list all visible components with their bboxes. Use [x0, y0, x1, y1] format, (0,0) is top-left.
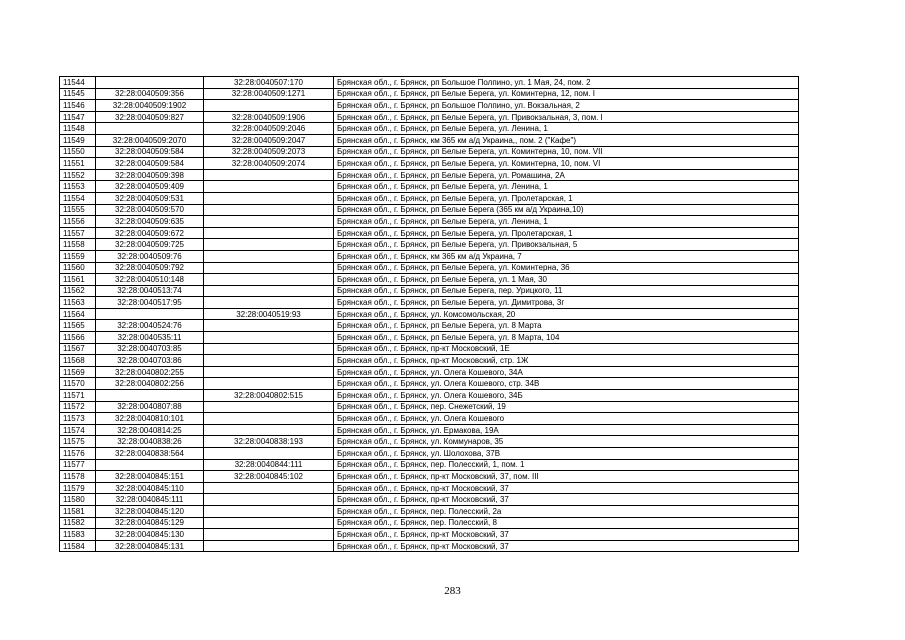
address-cell: Брянская обл., г. Брянск, рп Белые Берега, ул. Ленина, 1 — [334, 216, 799, 228]
address-cell: Брянская обл., г. Брянск, км 365 км а/д Украина, 7 — [334, 250, 799, 262]
address-cell: Брянская обл., г. Брянск, пер. Полесский, 8 — [334, 517, 799, 529]
object-cadastral-number-cell — [204, 285, 334, 297]
row-number-cell: 11552 — [60, 169, 96, 181]
cadastral-number-cell: 32:28:0040509:672 — [96, 227, 204, 239]
object-cadastral-number-cell — [204, 529, 334, 541]
address-cell: Брянская обл., г. Брянск, ул. Олега Кошевого, стр. 34В — [334, 378, 799, 390]
object-cadastral-number-cell: 32:28:0040509:2074 — [204, 158, 334, 170]
cadastral-number-cell — [96, 308, 204, 320]
cadastral-number-cell: 32:28:0040509:76 — [96, 250, 204, 262]
row-number-cell: 11562 — [60, 285, 96, 297]
address-cell: Брянская обл., г. Брянск, рп Белые Берега, пер. Урицкого, 11 — [334, 285, 799, 297]
page-number: 283 — [444, 585, 461, 597]
cadastral-number-cell: 32:28:0040524:76 — [96, 320, 204, 332]
row-number-cell: 11575 — [60, 436, 96, 448]
table-row — [60, 297, 799, 309]
table-row — [60, 401, 799, 413]
table-row — [60, 424, 799, 436]
table-row — [60, 204, 799, 216]
address-cell: Брянская обл., г. Брянск, пр-кт Московский, 1Е — [334, 343, 799, 355]
table-row — [60, 250, 799, 262]
cadastral-number-cell: 32:28:0040802:255 — [96, 366, 204, 378]
cadastral-number-cell: 32:28:0040845:130 — [96, 529, 204, 541]
object-cadastral-number-cell: 32:28:0040838:193 — [204, 436, 334, 448]
cadastral-number-cell: 32:28:0040807:88 — [96, 401, 204, 413]
object-cadastral-number-cell — [204, 227, 334, 239]
row-number-cell: 11567 — [60, 343, 96, 355]
address-cell: Брянская обл., г. Брянск, ул. Олега Кошевого — [334, 413, 799, 425]
cadastral-number-cell: 32:28:0040703:86 — [96, 355, 204, 367]
cadastral-number-cell: 32:28:0040509:635 — [96, 216, 204, 228]
row-number-cell: 11557 — [60, 227, 96, 239]
address-cell: Брянская обл., г. Брянск, рп Белые Берега, ул. Пролетарская, 1 — [334, 192, 799, 204]
address-cell: Брянская обл., г. Брянск, рп Белые Берега, ул. Ленина, 1 — [334, 123, 799, 135]
table-row — [60, 378, 799, 390]
row-number-cell: 11550 — [60, 146, 96, 158]
row-number-cell: 11555 — [60, 204, 96, 216]
table-row — [60, 88, 799, 100]
object-cadastral-number-cell: 32:28:0040509:1906 — [204, 111, 334, 123]
table-row — [60, 448, 799, 460]
table-row — [60, 355, 799, 367]
object-cadastral-number-cell — [204, 250, 334, 262]
row-number-cell: 11569 — [60, 366, 96, 378]
row-number-cell: 11556 — [60, 216, 96, 228]
table-row — [60, 262, 799, 274]
cadastral-number-cell: 32:28:0040845:120 — [96, 505, 204, 517]
object-cadastral-number-cell: 32:28:0040509:2047 — [204, 134, 334, 146]
object-cadastral-number-cell — [204, 216, 334, 228]
object-cadastral-number-cell — [204, 169, 334, 181]
row-number-cell: 11581 — [60, 505, 96, 517]
object-cadastral-number-cell — [204, 262, 334, 274]
table-row — [60, 529, 799, 541]
cadastral-number-cell: 32:28:0040510:148 — [96, 274, 204, 286]
object-cadastral-number-cell — [204, 448, 334, 460]
cadastral-number-cell: 32:28:0040509:409 — [96, 181, 204, 193]
row-number-cell: 11579 — [60, 482, 96, 494]
cadastral-number-cell: 32:28:0040509:725 — [96, 239, 204, 251]
row-number-cell: 11571 — [60, 390, 96, 402]
address-cell: Брянская обл., г. Брянск, ул. Олега Кошевого, 34Б — [334, 390, 799, 402]
table-row — [60, 77, 799, 89]
row-number-cell: 11583 — [60, 529, 96, 541]
table-row — [60, 111, 799, 123]
object-cadastral-number-cell: 32:28:0040507:170 — [204, 77, 334, 89]
address-cell: Брянская обл., г. Брянск, пер. Снежетский, 19 — [334, 401, 799, 413]
cadastral-number-cell: 32:28:0040509:531 — [96, 192, 204, 204]
address-cell: Брянская обл., г. Брянск, рп Большое Полпино, ул. 1 Мая, 24, пом. 2 — [334, 77, 799, 89]
object-cadastral-number-cell — [204, 181, 334, 193]
table-row — [60, 181, 799, 193]
table-row — [60, 158, 799, 170]
row-number-cell: 11563 — [60, 297, 96, 309]
object-cadastral-number-cell — [204, 239, 334, 251]
row-number-cell: 11549 — [60, 134, 96, 146]
table-row — [60, 308, 799, 320]
object-cadastral-number-cell — [204, 332, 334, 344]
table-row — [60, 146, 799, 158]
cadastral-number-cell: 32:28:0040513:74 — [96, 285, 204, 297]
address-cell: Брянская обл., г. Брянск, рп Белые Берега, ул. Ленина, 1 — [334, 181, 799, 193]
object-cadastral-number-cell — [204, 424, 334, 436]
address-cell: Брянская обл., г. Брянск, рп Белые Берега, ул. Коминтерна, 10, пом. VII — [334, 146, 799, 158]
table-row — [60, 436, 799, 448]
table-row — [60, 320, 799, 332]
row-number-cell: 11558 — [60, 239, 96, 251]
cadastral-number-cell: 32:28:0040838:564 — [96, 448, 204, 460]
object-cadastral-number-cell: 32:28:0040845:102 — [204, 471, 334, 483]
address-cell: Брянская обл., г. Брянск, км 365 км а/д Украина,, пом. 2 ("Кафе") — [334, 134, 799, 146]
object-cadastral-number-cell — [204, 482, 334, 494]
row-number-cell: 11546 — [60, 100, 96, 112]
cadastral-number-cell — [96, 123, 204, 135]
cadastral-number-cell: 32:28:0040509:792 — [96, 262, 204, 274]
row-number-cell: 11560 — [60, 262, 96, 274]
table-row — [60, 343, 799, 355]
address-cell: Брянская обл., г. Брянск, пер. Полесский, 1, пом. 1 — [334, 459, 799, 471]
object-cadastral-number-cell: 32:28:0040509:1271 — [204, 88, 334, 100]
row-number-cell: 11574 — [60, 424, 96, 436]
row-number-cell: 11576 — [60, 448, 96, 460]
table-row — [60, 134, 799, 146]
cadastral-number-cell: 32:28:0040703:85 — [96, 343, 204, 355]
cadastral-number-cell: 32:28:0040845:129 — [96, 517, 204, 529]
object-cadastral-number-cell — [204, 204, 334, 216]
row-number-cell: 11580 — [60, 494, 96, 506]
cadastral-number-cell: 32:28:0040845:111 — [96, 494, 204, 506]
object-cadastral-number-cell — [204, 192, 334, 204]
address-cell: Брянская обл., г. Брянск, рп Белые Берега (365 км а/д Украина,10) — [334, 204, 799, 216]
cadastral-number-cell — [96, 77, 204, 89]
cadastral-number-cell: 32:28:0040509:398 — [96, 169, 204, 181]
object-cadastral-number-cell — [204, 355, 334, 367]
cadastral-number-cell: 32:28:0040509:584 — [96, 158, 204, 170]
address-cell: Брянская обл., г. Брянск, пр-кт Московский, 37 — [334, 494, 799, 506]
object-cadastral-number-cell — [204, 413, 334, 425]
address-cell: Брянская обл., г. Брянск, рп Белые Берега, ул. Коминтерна, 10, пом. VI — [334, 158, 799, 170]
cadastral-number-cell: 32:28:0040535:11 — [96, 332, 204, 344]
table-row — [60, 413, 799, 425]
object-cadastral-number-cell: 32:28:0040802:515 — [204, 390, 334, 402]
address-cell: Брянская обл., г. Брянск, рп Белые Берега, ул. 8 Марта — [334, 320, 799, 332]
address-cell: Брянская обл., г. Брянск, ул. Шолохова, 37В — [334, 448, 799, 460]
object-cadastral-number-cell: 32:28:0040509:2046 — [204, 123, 334, 135]
cadastral-number-cell — [96, 390, 204, 402]
cadastral-number-cell — [96, 459, 204, 471]
cadastral-number-cell: 32:28:0040509:584 — [96, 146, 204, 158]
table-row — [60, 100, 799, 112]
address-cell: Брянская обл., г. Брянск, пр-кт Московский, 37 — [334, 482, 799, 494]
table-row — [60, 239, 799, 251]
row-number-cell: 11573 — [60, 413, 96, 425]
object-cadastral-number-cell — [204, 378, 334, 390]
address-cell: Брянская обл., г. Брянск, рп Большое Полпино, ул. Вокзальная, 2 — [334, 100, 799, 112]
row-number-cell: 11577 — [60, 459, 96, 471]
address-cell: Брянская обл., г. Брянск, пр-кт Московский, 37 — [334, 529, 799, 541]
cadastral-number-cell: 32:28:0040509:827 — [96, 111, 204, 123]
address-cell: Брянская обл., г. Брянск, пер. Полесский, 2а — [334, 505, 799, 517]
object-cadastral-number-cell — [204, 517, 334, 529]
address-cell: Брянская обл., г. Брянск, ул. Олега Кошевого, 34А — [334, 366, 799, 378]
object-cadastral-number-cell — [204, 540, 334, 552]
row-number-cell: 11584 — [60, 540, 96, 552]
address-cell: Брянская обл., г. Брянск, ул. Коммунаров, 35 — [334, 436, 799, 448]
object-cadastral-number-cell — [204, 320, 334, 332]
cadastral-number-cell: 32:28:0040845:131 — [96, 540, 204, 552]
address-cell: Брянская обл., г. Брянск, рп Белые Берега, ул. Коминтерна, 12, пом. I — [334, 88, 799, 100]
address-cell: Брянская обл., г. Брянск, рп Белые Берега, ул. Пролетарская, 1 — [334, 227, 799, 239]
row-number-cell: 11553 — [60, 181, 96, 193]
registry-table — [59, 76, 799, 552]
row-number-cell: 11578 — [60, 471, 96, 483]
table-row — [60, 227, 799, 239]
row-number-cell: 11548 — [60, 123, 96, 135]
object-cadastral-number-cell — [204, 100, 334, 112]
object-cadastral-number-cell — [204, 297, 334, 309]
cadastral-number-cell: 32:28:0040509:356 — [96, 88, 204, 100]
cadastral-number-cell: 32:28:0040845:151 — [96, 471, 204, 483]
cadastral-number-cell: 32:28:0040509:2070 — [96, 134, 204, 146]
registry-body — [60, 77, 799, 552]
table-row — [60, 390, 799, 402]
row-number-cell: 11551 — [60, 158, 96, 170]
object-cadastral-number-cell: 32:28:0040509:2073 — [204, 146, 334, 158]
table-row — [60, 274, 799, 286]
cadastral-number-cell: 32:28:0040810:101 — [96, 413, 204, 425]
row-number-cell: 11566 — [60, 332, 96, 344]
address-cell: Брянская обл., г. Брянск, рп Белые Берега, ул. Коминтерна, 36 — [334, 262, 799, 274]
table-row — [60, 540, 799, 552]
address-cell: Брянская обл., г. Брянск, рп Белые Берега, ул. Привокзальная, 3, пом. I — [334, 111, 799, 123]
object-cadastral-number-cell — [204, 274, 334, 286]
address-cell: Брянская обл., г. Брянск, пр-кт Московский, 37 — [334, 540, 799, 552]
row-number-cell: 11547 — [60, 111, 96, 123]
object-cadastral-number-cell: 32:28:0040519:93 — [204, 308, 334, 320]
row-number-cell: 11559 — [60, 250, 96, 262]
table-row — [60, 332, 799, 344]
address-cell: Брянская обл., г. Брянск, рп Белые Берега, ул. Димитрова, 3г — [334, 297, 799, 309]
address-cell: Брянская обл., г. Брянск, рп Белые Берега, ул. Ромашина, 2А — [334, 169, 799, 181]
cadastral-number-cell: 32:28:0040814:25 — [96, 424, 204, 436]
row-number-cell: 11554 — [60, 192, 96, 204]
object-cadastral-number-cell — [204, 505, 334, 517]
table-row — [60, 494, 799, 506]
object-cadastral-number-cell — [204, 494, 334, 506]
cadastral-number-cell: 32:28:0040802:256 — [96, 378, 204, 390]
address-cell: Брянская обл., г. Брянск, рп Белые Берега, ул. 8 Марта, 104 — [334, 332, 799, 344]
object-cadastral-number-cell: 32:28:0040844:111 — [204, 459, 334, 471]
object-cadastral-number-cell — [204, 366, 334, 378]
table-row — [60, 471, 799, 483]
row-number-cell: 11544 — [60, 77, 96, 89]
row-number-cell: 11565 — [60, 320, 96, 332]
table-row — [60, 285, 799, 297]
object-cadastral-number-cell — [204, 343, 334, 355]
row-number-cell: 11572 — [60, 401, 96, 413]
row-number-cell: 11568 — [60, 355, 96, 367]
table-row — [60, 505, 799, 517]
address-cell: Брянская обл., г. Брянск, пр-кт Московский, 37, пом. III — [334, 471, 799, 483]
row-number-cell: 11582 — [60, 517, 96, 529]
table-row — [60, 192, 799, 204]
table-row — [60, 459, 799, 471]
cadastral-number-cell: 32:28:0040845:110 — [96, 482, 204, 494]
table-row — [60, 482, 799, 494]
address-cell: Брянская обл., г. Брянск, ул. Комсомольская, 20 — [334, 308, 799, 320]
cadastral-number-cell: 32:28:0040509:570 — [96, 204, 204, 216]
cadastral-number-cell: 32:28:0040509:1902 — [96, 100, 204, 112]
cadastral-number-cell: 32:28:0040517:95 — [96, 297, 204, 309]
table-row — [60, 169, 799, 181]
cadastral-number-cell: 32:28:0040838:26 — [96, 436, 204, 448]
table-row — [60, 123, 799, 135]
address-cell: Брянская обл., г. Брянск, рп Белые Берега, ул. Привокзальная, 5 — [334, 239, 799, 251]
address-cell: Брянская обл., г. Брянск, рп Белые Берега, ул. 1 Мая, 30 — [334, 274, 799, 286]
address-cell: Брянская обл., г. Брянск, ул. Ермакова, 19А — [334, 424, 799, 436]
table-row — [60, 517, 799, 529]
row-number-cell: 11570 — [60, 378, 96, 390]
table-row — [60, 366, 799, 378]
row-number-cell: 11545 — [60, 88, 96, 100]
table-row — [60, 216, 799, 228]
row-number-cell: 11564 — [60, 308, 96, 320]
row-number-cell: 11561 — [60, 274, 96, 286]
object-cadastral-number-cell — [204, 401, 334, 413]
address-cell: Брянская обл., г. Брянск, пр-кт Московский, стр. 1Ж — [334, 355, 799, 367]
